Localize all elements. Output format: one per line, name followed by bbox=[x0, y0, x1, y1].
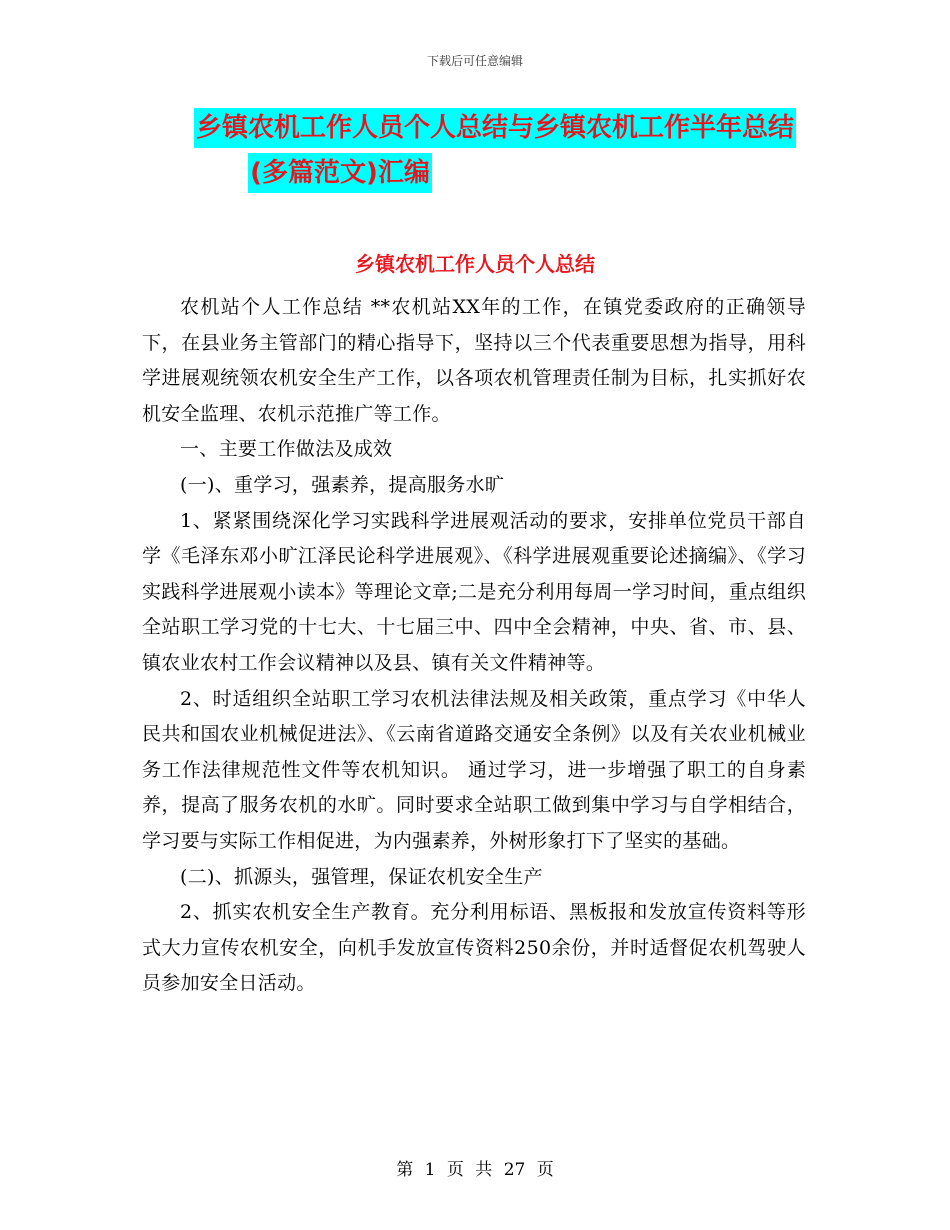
section-title: 乡镇农机工作人员个人总结 bbox=[355, 252, 595, 276]
header-note: 下载后可任意编辑 bbox=[426, 54, 523, 68]
document-title bbox=[0, 108, 950, 193]
paragraph-study-1: 1、紧紧围绕深化学习实践科学进展观活动的要求，安排单位党员干部自学《毛泽东邓小旷江泽民论科学进展观》、《科学进展观重要论述摘编》、《学习实践科学进展观小读本》等理论文章;二是充分利用每周一学习时间，重点组织全站职工学习党的十七大、十七届三中、四中全会精神，中央、省、市、县、镇农业农村工作会议精神以及县、镇有关文件精神等。 bbox=[142, 509, 806, 674]
title-line-2: (多篇范文)汇编 bbox=[248, 153, 432, 193]
body-text bbox=[142, 290, 806, 1002]
page-number-footer: 第 1 页 共 27 页 bbox=[396, 1160, 554, 1180]
subheading-study: (一)、重学习，强素养，提高服务水旷 bbox=[180, 473, 505, 496]
subheading-safety: (二)、抓源头，强管理，保证农机安全生产 bbox=[180, 865, 543, 888]
heading-main-work: 一、主要工作做法及成效 bbox=[180, 438, 393, 461]
title-line-1: 乡镇农机工作人员个人总结与乡镇农机工作半年总结 bbox=[194, 108, 796, 148]
paragraph-intro: 农机站个人工作总结 **农机站XX年的工作，在镇党委政府的正确领导下，在县业务主管部门的精心指导下，坚持以三个代表重要思想为指导，用科学进展观统领农机安全生产工作，以各项农机管理责任制为目标，扎实抓好农机安全监理、农机示范推广等工作。 bbox=[142, 296, 806, 425]
paragraph-study-2: 2、时适组织全站职工学习农机法律法规及相关政策，重点学习《中华人民共和国农业机械促进法》、《云南省道路交通安全条例》以及有关农业机械业务工作法律规范性文件等农机知识。 通过学习，进一步增强了职工的自身素养，提高了服务农机的水旷。同时要求全站职工做到集中学习与自学相结合，学习要与实际工作相促进，为内强素养，外树形象打下了坚实的基础。 bbox=[142, 687, 806, 852]
paragraph-safety-2: 2、抓实农机安全生产教育。充分利用标语、黑板报和发放宣传资料等形式大力宣传农机安全，向机手发放宣传资料250余份，并时适督促农机驾驶人员参加安全日活动。 bbox=[142, 901, 806, 995]
